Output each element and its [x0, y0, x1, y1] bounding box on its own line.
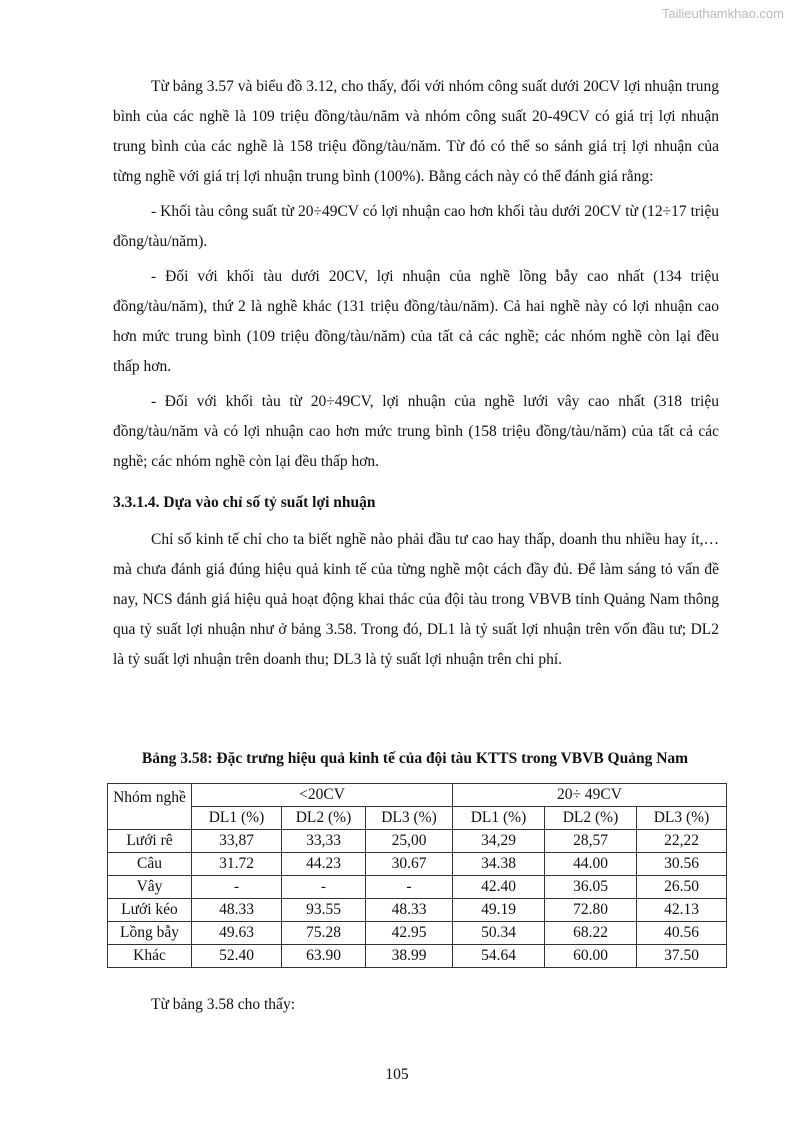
table-cell: 37.50	[637, 945, 727, 968]
table-cell: -	[282, 876, 366, 899]
table-cell: 48.33	[366, 899, 453, 922]
table-row	[108, 853, 727, 876]
table-cell: 28,57	[545, 830, 637, 853]
data-table	[107, 783, 727, 968]
paragraph: Từ bảng 3.58 cho thấy:	[151, 996, 295, 1013]
table-cell: 30.56	[637, 853, 727, 876]
table-cell: 38.99	[366, 945, 453, 968]
group-header: <20CV	[192, 784, 453, 807]
table-cell: 25,00	[366, 830, 453, 853]
subheader-cell: DL3 (%)	[637, 807, 727, 830]
table-cell: 34,29	[453, 830, 545, 853]
body-text	[113, 72, 719, 675]
table-cell: 63.90	[282, 945, 366, 968]
subheader-cell: DL1 (%)	[453, 807, 545, 830]
subheader-cell: DL1 (%)	[192, 807, 282, 830]
row-label: Câu	[108, 853, 192, 876]
row-label: Lồng bẫy	[108, 922, 192, 945]
table-body	[108, 830, 727, 968]
table-header-row	[108, 784, 727, 807]
paragraph: - Đối với khối tàu từ 20÷49CV, lợi nhuận của nghề lưới vây cao nhất (318 triệu đồng/tàu/năm và có lợi nhuận cao hơn mức trung bình (158 triệu đồng/tàu/năm) của tất cả các nghề; các nhóm nghề còn lại đều thấp hơn.	[113, 393, 719, 470]
section-heading: 3.3.1.4. Dựa vào chỉ số tỷ suất lợi nhuận	[113, 494, 376, 511]
table-cell: 22,22	[637, 830, 727, 853]
page-number: 105	[385, 1066, 409, 1083]
table-cell: 54.64	[453, 945, 545, 968]
table-cell: 26.50	[637, 876, 727, 899]
row-label: Lưới kéo	[108, 899, 192, 922]
table-cell: 42.40	[453, 876, 545, 899]
row-label: Khác	[108, 945, 192, 968]
table-cell: 44.23	[282, 853, 366, 876]
table-cell: 49.19	[453, 899, 545, 922]
table-row	[108, 922, 727, 945]
table-cell: 93.55	[282, 899, 366, 922]
group-header: 20÷ 49CV	[453, 784, 727, 807]
table-row	[108, 876, 727, 899]
subheader-cell: DL2 (%)	[282, 807, 366, 830]
table-cell: 68.22	[545, 922, 637, 945]
table-cell: 48.33	[192, 899, 282, 922]
table-cell: -	[366, 876, 453, 899]
table-cell: 31.72	[192, 853, 282, 876]
row-header-cell: Nhóm nghề	[108, 784, 192, 830]
table-row	[108, 945, 727, 968]
paragraph: Chỉ số kinh tế chỉ cho ta biết nghề nào phải đầu tư cao hay thấp, doanh thu nhiều hay ít,… mà chưa đánh giá đúng hiệu quả kinh tế của từng nghề một cách đầy đủ. Để làm sáng tỏ vấn đề nay, NCS đánh giá hiệu quả hoạt động khai thác của đội tàu trong VBVB tỉnh Quảng Nam thông qua tỷ suất lợi nhuận như ở bảng 3.58. Trong đó, DL1 là tỷ suất lợi nhuận trên vốn đầu tư; DL2 là tỷ suất lợi nhuận trên doanh thu; DL3 là tỷ suất lợi nhuận trên chi phí.	[113, 531, 719, 668]
watermark: Tailieuthamkhao.com	[661, 6, 784, 21]
table-cell: 75.28	[282, 922, 366, 945]
table-cell: 30.67	[366, 853, 453, 876]
row-label: Vây	[108, 876, 192, 899]
table-cell: 42.95	[366, 922, 453, 945]
table-cell: 33,87	[192, 830, 282, 853]
table-cell: 44.00	[545, 853, 637, 876]
paragraph: Từ bảng 3.57 và biểu đồ 3.12, cho thấy, đối với nhóm công suất dưới 20CV lợi nhuận trung bình của các nghề là 109 triệu đồng/tàu/năm và nhóm công suất 20-49CV có giá trị lợi nhuận trung bình của các nghề là 158 triệu đồng/tàu/năm. Từ đó có thể so sánh giá trị lợi nhuận của từng nghề với giá trị lợi nhuận trung bình (100%). Bằng cách này có thể đánh giá rằng:	[113, 78, 719, 185]
table-cell: 52.40	[192, 945, 282, 968]
table-cell: -	[192, 876, 282, 899]
table-row	[108, 830, 727, 853]
table-subheader-row	[108, 807, 727, 830]
table-cell: 60.00	[545, 945, 637, 968]
table-row	[108, 899, 727, 922]
table-cell: 33,33	[282, 830, 366, 853]
table-cell: 36.05	[545, 876, 637, 899]
table-cell: 50.34	[453, 922, 545, 945]
table-cell: 72.80	[545, 899, 637, 922]
table-cell: 40.56	[637, 922, 727, 945]
paragraph: - Đối với khối tàu dưới 20CV, lợi nhuận của nghề lồng bẫy cao nhất (134 triệu đồng/tàu/năm), thứ 2 là nghề khác (131 triệu đồng/tàu/năm). Cả hai nghề này có lợi nhuận cao hơn mức trung bình (109 triệu đồng/tàu/năm) của tất cả các nghề; các nhóm nghề còn lại đều thấp hơn.	[113, 268, 719, 375]
table-cell: 34.38	[453, 853, 545, 876]
table-cell: 42.13	[637, 899, 727, 922]
row-label: Lưới rê	[108, 830, 192, 853]
table-cell: 49.63	[192, 922, 282, 945]
subheader-cell: DL2 (%)	[545, 807, 637, 830]
subheader-cell: DL3 (%)	[366, 807, 453, 830]
table-caption: Bảng 3.58: Đặc trưng hiệu quả kinh tế của đội tàu KTTS trong VBVB Quảng Nam	[141, 750, 689, 767]
paragraph: - Khối tàu công suất từ 20÷49CV có lợi nhuận cao hơn khối tàu dưới 20CV từ (12÷17 triệu đồng/tàu/năm).	[113, 203, 719, 250]
